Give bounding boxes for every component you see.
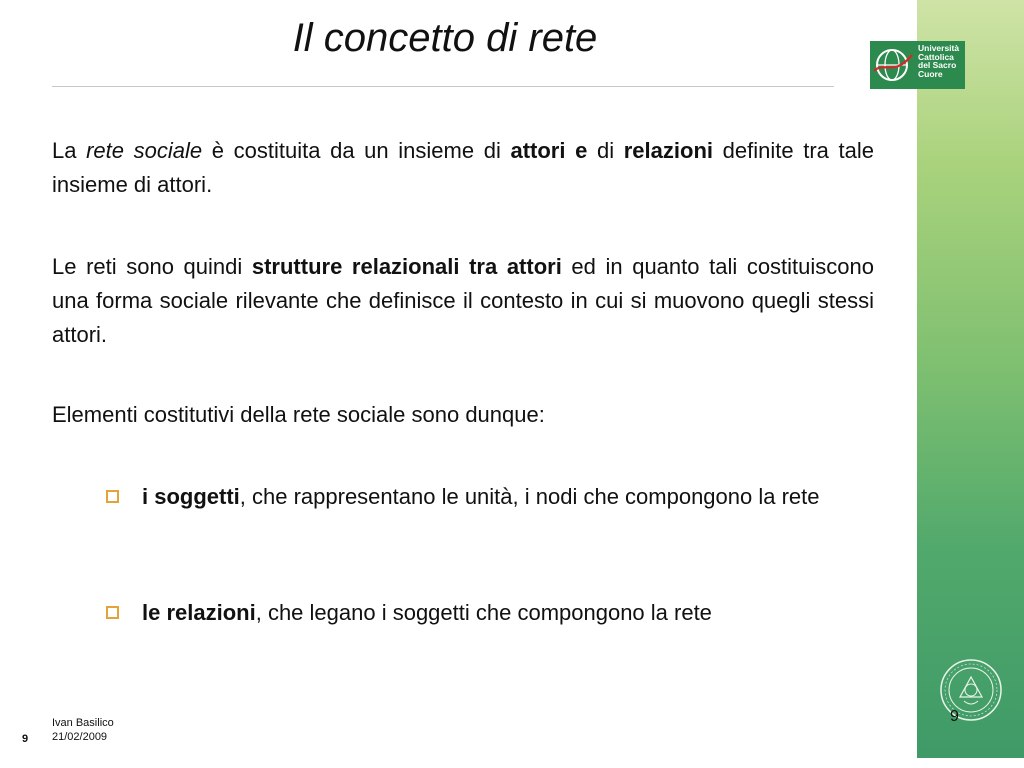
title-divider [52, 86, 834, 87]
text-run-bold: relazioni [623, 138, 713, 163]
university-logo [870, 41, 965, 89]
text-run: definite tra tale insieme di attori. [52, 138, 874, 197]
footer-author-date [52, 716, 114, 744]
logo-text [916, 41, 965, 89]
logo-line: Cuore [918, 68, 943, 79]
text-run-bold: strutture relazionali tra attori [251, 254, 562, 279]
university-seal-icon [938, 657, 1004, 723]
text-run: La [52, 138, 87, 163]
text-run: è costituita da un insieme di [202, 138, 511, 163]
decorative-side-band [917, 0, 1024, 758]
text-run-bold: attori e [510, 138, 588, 163]
paragraph-elements: Elementi costitutivi della rete sociale sono dunque: [52, 402, 545, 427]
square-checkbox-icon [106, 490, 119, 503]
bullet-item [106, 480, 874, 514]
slide-title: Il concetto di rete [292, 16, 598, 60]
text-run: di [587, 138, 624, 163]
slide-number: 9 [950, 708, 959, 725]
text-run: , che rappresentano le unità, i nodi che compongono la rete [239, 484, 820, 509]
text-run-bold: i soggetti [142, 484, 240, 509]
paragraph-definition [52, 134, 874, 202]
footer-date: 21/02/2009 [52, 731, 108, 743]
logo-line: del Sacro [918, 60, 957, 71]
footer-author: Ivan Basilico [52, 717, 114, 729]
footer-page-number: 9 [22, 733, 29, 745]
text-run-bold: le relazioni [142, 600, 256, 625]
square-checkbox-icon [106, 606, 119, 619]
bullet-text [142, 480, 874, 514]
text-run-italic: rete sociale [86, 138, 203, 163]
text-run: ed in quanto tali costituiscono una forma sociale rilevante che definisce il contesto in cui si muovono quegli stessi attori. [52, 254, 875, 347]
logo-line: Università [918, 43, 960, 53]
paragraph-structures [52, 250, 874, 352]
bullet-item [106, 596, 874, 630]
text-run: , che legano i soggetti che compongono la rete [255, 600, 712, 625]
globe-logo-icon [870, 41, 916, 89]
text-run: Le reti sono quindi [52, 254, 252, 279]
logo-line: Cattolica [918, 51, 954, 62]
bullet-text [142, 596, 874, 630]
bottom-strip [0, 758, 1024, 768]
